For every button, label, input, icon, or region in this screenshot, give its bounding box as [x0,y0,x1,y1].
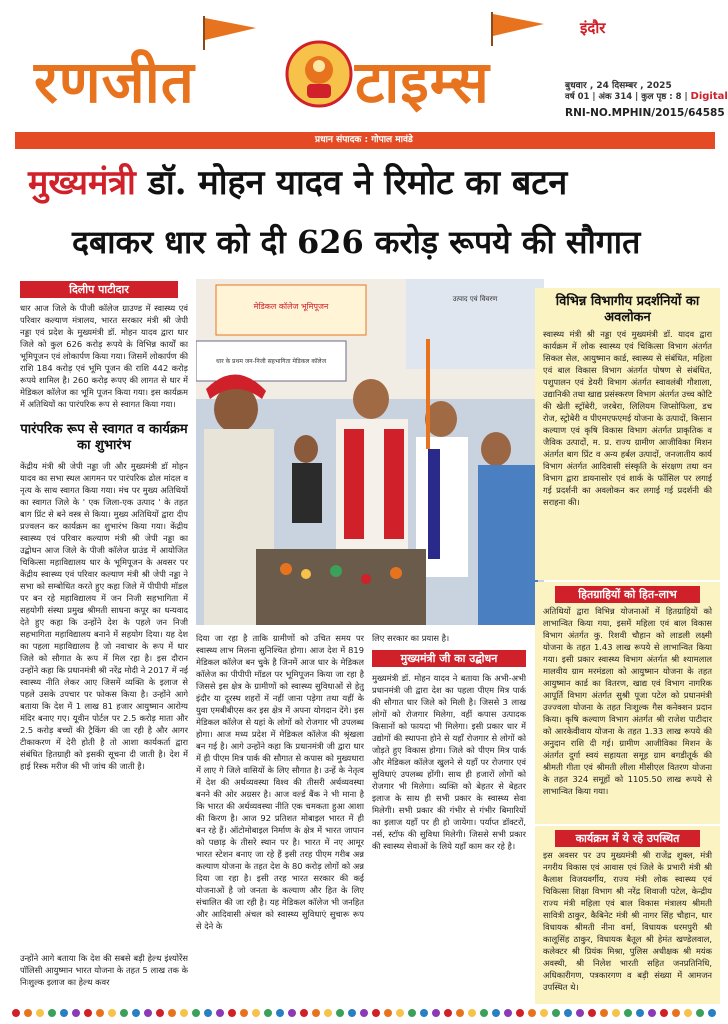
border-dot [624,1009,632,1017]
border-dot [252,1009,260,1017]
edition-city: इंदौर [580,19,606,37]
border-dot [276,1009,284,1017]
border-dot [156,1009,164,1017]
exhibitions-text: स्वास्थ्य मंत्री श्री नड्डा एवं मुख्यमंत्री डॉ. यादव द्वारा कार्यक्रम में लोक स्वास्थ्य एवं चिकित्सा विभाग अंतर्गत सिकल सेल, आयुष्मान कार्ड, स्वास्थ्य से संबंधित, महिला एवं बाल विकास विभाग अंतर्गत पोषण से संबंधित, पशुपालन एवं डेयरी विभाग अंतर्गत स्वावलंबी गौशाला, उद्यानिकी तथा खाद्य प्रसंस्करण विभाग अंतर्गत उच्च कोटि की खेती स्ट्रॉबेरी, जरबेरा, लिलियम जिप्सोफिला, डच रोज, स्ट्रोबेरी व पीएमएफएमई योजना के उत्पादों, किसान कल्याण एवं कृषि विकास विभाग अंतर्गत प्राकृतिक व जैविक उत्पादों, म. प्र. राज्य ग्रामीण आजीविका मिशन अंतर्गत बाग प्रिंट व अन्य हर्बल उत्पादों, जनजातीय कार्य विभाग अंतर्गत आदिवासी संस्कृति के संरक्षण तथा वन विभाग द्वारा डायनासोर एवं शार्क के फॉसिल पर लगाई गई प्रदर्शनी का अवलोकन कर लगाई गई प्रदर्शनी की सराहना की। [543,329,713,507]
border-dot [192,1009,200,1017]
border-dot [204,1009,212,1017]
headline-line2: दबाकर धार को दी 626 करोड़ रूपये की सौगात [72,223,641,261]
border-dot [216,1009,224,1017]
border-dot [228,1009,236,1017]
flag-left-icon [200,16,260,50]
border-dot [660,1009,668,1017]
headline-line1-text: डॉ. मोहन यादव ने रिमोट का बटन [135,163,568,203]
border-dot [504,1009,512,1017]
edition-volume: वर्ष 01 | अंक 314 | कुल पृष्ठ : 8 | [565,92,688,102]
article-col1-p1: धार आज जिले के पीजी कॉलेज ग्राउण्ड में स्वास्थ्य एवं परिवार कल्याण मंत्रालय, भारत सरकार मंत्री श्री जेपी नड्डा एवं प्रदेश के मुख्यमंत्री डॉ. मोहन यादव द्वारा धार जिले को कुल 626 करोड़ रूपये के विभिन्न कार्यों का भूमिपूजन एवं लोकार्पण किया गया। जिसमें लोकार्पण की राशि 184 करोड़ एवं भूमि पूजन की राशि 442 करोड़ रूपये शामिल है। 260 करोड़ रूपए की लागत से धार में मेडिकल कॉलेज का भूमि पूजन किया गया। इस कार्यक्रम में अतिथियों का पारंपरिक रूप से स्वागत किया गया। [20,303,188,409]
border-dot [696,1009,704,1017]
border-dot [456,1009,464,1017]
border-dot [36,1009,44,1017]
photo-banner1: मेडिकल कॉलेज भूमिपूजन [253,302,329,311]
editor-bar [15,132,715,149]
photo-banner2: धार के प्रथम जन-निजी सहभागिता मेडिकल कॉलेज [215,358,327,365]
border-dot [168,1009,176,1017]
dot-row [12,1009,716,1017]
beneficiaries-text: अतिथियों द्वारा विभिन्न योजनाओं में हितग्राहियों को लाभान्वित किया गया, इसमें महिला एवं बाल विकास विभाग अंतर्गत कु. रिशवी चौहान को लाडली लक्ष्मी योजना के तहत 1.43 लाख रूपये से लाभान्वित किया गया। इसी प्रकार स्वास्थ्य विभाग अंतर्गत श्री श्यामलाल मालवीय ग्राम मरमंडला को आयुष्मान योजना के तहत आयुष्मान कार्ड का वितरण, खाद्य एवं विभाग नागरिक आपूर्ति विभाग अंतर्गत सुश्री पूजा पटेल को प्रधानमंत्री उज्ज्वला योजना के तहत निःशुल्क गैस कनेक्शन प्रदान किया। कृषि कल्याण विभाग अंतर्गत श्री राजेश पाटीदार को आरकेवीवाय योजना के तहत 1.33 लाख रूपये की अनुदान राशि दी गई। ग्रामीण आजीविका मिशन के अंतर्गत दुर्गा स्वयं सहायता समूह ग्राम बगडीतूर्क की श्रीमती गीता एवं श्रीमती लीला मीसीएल वितरण योजना के तहत 324 समूहों को 1105.50 लाख रूपये से लाभान्वित किया गया। [543,606,712,796]
exhibitions-title: विभिन्न विभागीय प्रदर्शनियों का अवलोकन [555,294,700,325]
attendees-text: इस अवसर पर उप मुख्यमंत्री श्री राजेंद्र शुक्ल, मंत्री नगरीय विकास एवं आवास एवं जिले के प्रभारी मंत्री श्री कैलाश विजयवर्गीय, राज्य मंत्री लोक स्वास्थ्य एवं चिकित्सा शिक्षा विभाग श्री नरेंद्र शिवाजी पटेल, केन्द्रीय राज्य मंत्री महिला एवं बाल विकास मंत्रालय श्रीमती सावित्री ठाकुर, कैबिनेट मंत्री श्री नागर सिंह चौहान, धार विधायक श्रीमती नीना वर्मा, विधायक धरमपुरी श्री कालूसिंह ठाकुर, विधायक बैतूल श्री हेमंत खण्डेलवाल, कलेक्टर श्री प्रियंक मिश्रा, पुलिस अधीक्षक श्री मयंक अवस्थी, श्री निलेश भारती सहित जनप्रतिनिधि, अधिकारीगण, पत्रकारगण व बड़ी संख्या में आमजन उपस्थित थे। [543,850,712,992]
border-dot [432,1009,440,1017]
border-dot [48,1009,56,1017]
byline-tag: दिलीप पाटीदार [20,281,178,298]
article-col1-subhead: पारंपरिक रूप से स्वागत व कार्यक्रम का शुभारंभ [20,422,188,453]
border-dot [420,1009,428,1017]
attendees-box [535,826,720,1004]
border-dot [708,1009,716,1017]
event-photo [196,279,544,625]
masthead-title-left: रणजीत [34,48,195,116]
border-dot [540,1009,548,1017]
article-col2-p1: दिया जा रहा है ताकि ग्रामीणों को उचित समय पर स्वास्थ्य लाभ मिलना सुनिश्चित होगा। आज देश में 819 मेडिकल कॉलेज बन चुके है जिनमें आज धार के मेडिकल कॉलेज का पीपीपी मॉडल पर भूमिपूजन किया जा रहा है जिससे इस क्षेत्र के ग्रामीणों को स्वास्थ्य सुविधाओं से हेतु इंदौर या दूरस्थ शहरों में नहीं जाना पड़ेगा तथा यहीं के युवा एमबीबीएस कर इस क्षेत्र में अपना योगदान देंगे। इस मेडिकल कॉलेज से यहां के लोगों को रोजगार भी उपलब्ध होगा। आज मध्य प्रदेश में मेडिकल कॉलेज की श्रृंखला बन गई है। आगे उन्होंने कहा कि प्रधानमंत्री जी द्वारा धार में ही पीएम मित्र पार्क की सौगात से कपास को मुख्यधारा में लाए गे जिले वासियों के लिए सौगात है। उन्हें के नेतृत्व में देश की अर्थव्यवस्था विश्व की तीसरी अर्थव्यवस्था बनने की ओर अग्रसर है। आज वर्ल्ड बैंक ने भी माना है कि भारत की अर्थव्यवस्था नीति एक चमकता हुआ आशा की किरण है। आज 92 प्रतिशत मोबाइल भारत में ही बन रहे हैं। ऑटोमोबाइल निर्माण के क्षेत्र में भारत जापान को पछाड़ के तीसरे स्थान पर है। भारत में नए आमूर भारत स्टेशन बनाए जा रहे हैं इसी तरह पीएम गरीब अन्न कल्याण योजना के तहत देश के 80 करोड़ लोगों को अन्न दिया जा रहा है। इसी तरह भारत सरकार की कई योजनाओं है जो जनता के कल्याण और हित के लिए संचालित की जा रही है। यह मेडिकल कॉलेज भी जनहित और आदिवासी अंचल को स्वास्थ्य सुविधाएं सुचारू रूप से देने के [196,633,364,931]
cm-speech-tag: मुख्यमंत्री जी का उद्बोधन [372,650,526,667]
border-dot [132,1009,140,1017]
edition-info [565,91,728,102]
border-dot [288,1009,296,1017]
edition-date: बुधवार , 24 दिसम्बर , 2025 [565,81,672,91]
border-dot [96,1009,104,1017]
border-dot [372,1009,380,1017]
color-dot-border [10,1008,718,1018]
article-col1-p3: उन्होंने आगे बताया कि देश की सबसे बड़ी हेल्थ इंश्योरेंस पॉलिसी आयुष्मान भारत योजना के तहत 5 लाख तक के निःशुल्क इलाज का हेल्थ कवर [20,953,188,987]
border-dot [120,1009,128,1017]
border-dot [636,1009,644,1017]
border-dot [84,1009,92,1017]
beneficiaries-tag: हितग्राहियों को हित-लाभ [555,586,700,603]
border-dot [60,1009,68,1017]
photo-sign: उत्पाद एवं विवरण [452,295,498,303]
border-dot [264,1009,272,1017]
deity-emblem-icon [285,40,353,108]
border-dot [24,1009,32,1017]
border-dot [684,1009,692,1017]
headline-highlight: मुख्यमंत्री [28,163,136,203]
border-dot [180,1009,188,1017]
border-dot [444,1009,452,1017]
beneficiaries-box [535,582,720,824]
border-dot [564,1009,572,1017]
headline-line1 [28,158,567,204]
article-col3-p0: लिए सरकार का प्रयास है। [372,633,450,643]
border-dot [12,1009,20,1017]
editor-name: प्रधान संपादक : गोपाल मावंडे [315,135,413,145]
border-dot [348,1009,356,1017]
border-dot [396,1009,404,1017]
registration-number: RNI-NO.MPHIN/2015/64585 [565,107,725,119]
border-dot [408,1009,416,1017]
exhibitions-box [535,288,720,580]
border-dot [576,1009,584,1017]
border-dot [468,1009,476,1017]
masthead-title-right: टाइम्स [355,48,490,116]
border-dot [528,1009,536,1017]
border-dot [384,1009,392,1017]
border-dot [588,1009,596,1017]
border-dot [672,1009,680,1017]
border-dot [612,1009,620,1017]
border-dot [72,1009,80,1017]
border-dot [600,1009,608,1017]
border-dot [108,1009,116,1017]
article-col3-p1: मुख्यमंत्री डॉ. मोहन यादव ने बताया कि अभी-अभी प्रधानमंत्री जी द्वारा देश का पहला पीएम मित्र पार्क की सौगात धार जिले को मिली है। जिससे 3 लाख लोगों को रोजगार मिलेगा, वहीं कपास उत्पादक किसानों को फायदा भी मिलेगा। इसी प्रकार धार में उद्योगों की स्थापना होने से यहाँ रोजगार से लोगों को जोड़ते हुए विकास होगा। जिले को पीएम मित्र पार्क और मेडिकल कॉलेज खुलने से यहाँ पर रोजगार एवं सुविधाएं उपलब्ध होंगी। साथ ही हजारों लोगों को रोजगार भी मिलेगा। व्यक्ति को बेहतर से बेहतर इलाज के साथ ही सभी प्रकार के स्वास्थ्य सेवा मिलेगी। सभी प्रकार की गंभीर से गंभीर बिमारियों का इलाज यहाँ पर ही हो जायेगा। पर्याप्त डॉक्टरों, नर्स, स्टॉफ की सुविधा मिलेगी। जिससे सभी प्रकार की स्वास्थ्य सेवाओं के लिये यहाँ काम कर रहे है। [372,673,526,851]
border-dot [480,1009,488,1017]
border-dot [300,1009,308,1017]
border-dot [240,1009,248,1017]
border-dot [516,1009,524,1017]
article-col1-p2: केंद्रीय मंत्री श्री जेपी नड्डा जी और मुख्यमंत्री डॉ मोहन यादव का सभा स्थल आगमन पर पारंपरिक ढोल मांदल व नृत्य के साथ स्वागत किया गया। मंच पर मुख्य अतिथियों का स्वागत जिले के ' एक जिला-एक उत्पाद ' के तहत बाग प्रिंट से बने वस्त्र से किया। मुख्य अतिथियों द्वारा दीप प्रज्वलन कर कार्यक्रम का शुभारंभ किया गया। केंद्रीय स्वास्थ्य एवं परिवार कल्याण मंत्री श्री जेपी नड्डा का उद्बोधन आज जिले के पीजी कॉलेज ग्राउंड में आयोजित चिकित्सा महाविद्यालय धार के भूमिपूजन के अवसर पर केंद्रीय स्वास्थ्य एवं परिवार कल्याण मंत्री श्री जेपी नड्डा ने सभा को सम्बोधित करते हुए कहा जिले में पीपीपी मॉडल पर बन रहे महाविद्यालय में जन निजी सहभागिता में सहयोगी संस्था प्रमुख श्रीमती साधना कपूर का धन्यवाद देते हुए कहा कि उन्होंने देश के पहले जन निजी सहभागिता महाविद्यालय बनाने में सहयोग दिया। यह देश का पहला महाविद्यालय है जो नवाचार के रूप में धार जिले को सौगात के रूप में मिल रहा है। इस दौरान उन्होंने कहा कि प्रधानमंत्री श्री नरेंद्र मोदी ने 2017 में नई स्वास्थ्य नीति लेकर आए जिसमें व्यक्ति के इलाज से पहले उसके उपचार पर फोकस किया है। उन्होंने आगे बताया कि देश में 1 लाख 81 हजार आयुष्मान आरोग्य मंदिर बनाए गए। यूवीन पोर्टल पर 2.5 करोड़ माता और 2.5 करोड़ बच्चों की ट्रैकिंग की जा रही है और आगर टीकाकरण में देरी होती है तो आशा कार्यकर्ता द्वारा संबंधित हितग्राही को इसकी सूचना दी जाती है। देश में हाई रिस्क मरीज की भी जांच की जाती है। [20,461,188,771]
border-dot [492,1009,500,1017]
border-dot [324,1009,332,1017]
flag-right-icon [488,12,548,46]
attendees-tag: कार्यक्रम में ये रहे उपस्थित [555,830,700,847]
border-dot [312,1009,320,1017]
border-dot [336,1009,344,1017]
digital-label: Digital [690,91,728,102]
border-dot [552,1009,560,1017]
border-dot [144,1009,152,1017]
border-dot [360,1009,368,1017]
border-dot [648,1009,656,1017]
